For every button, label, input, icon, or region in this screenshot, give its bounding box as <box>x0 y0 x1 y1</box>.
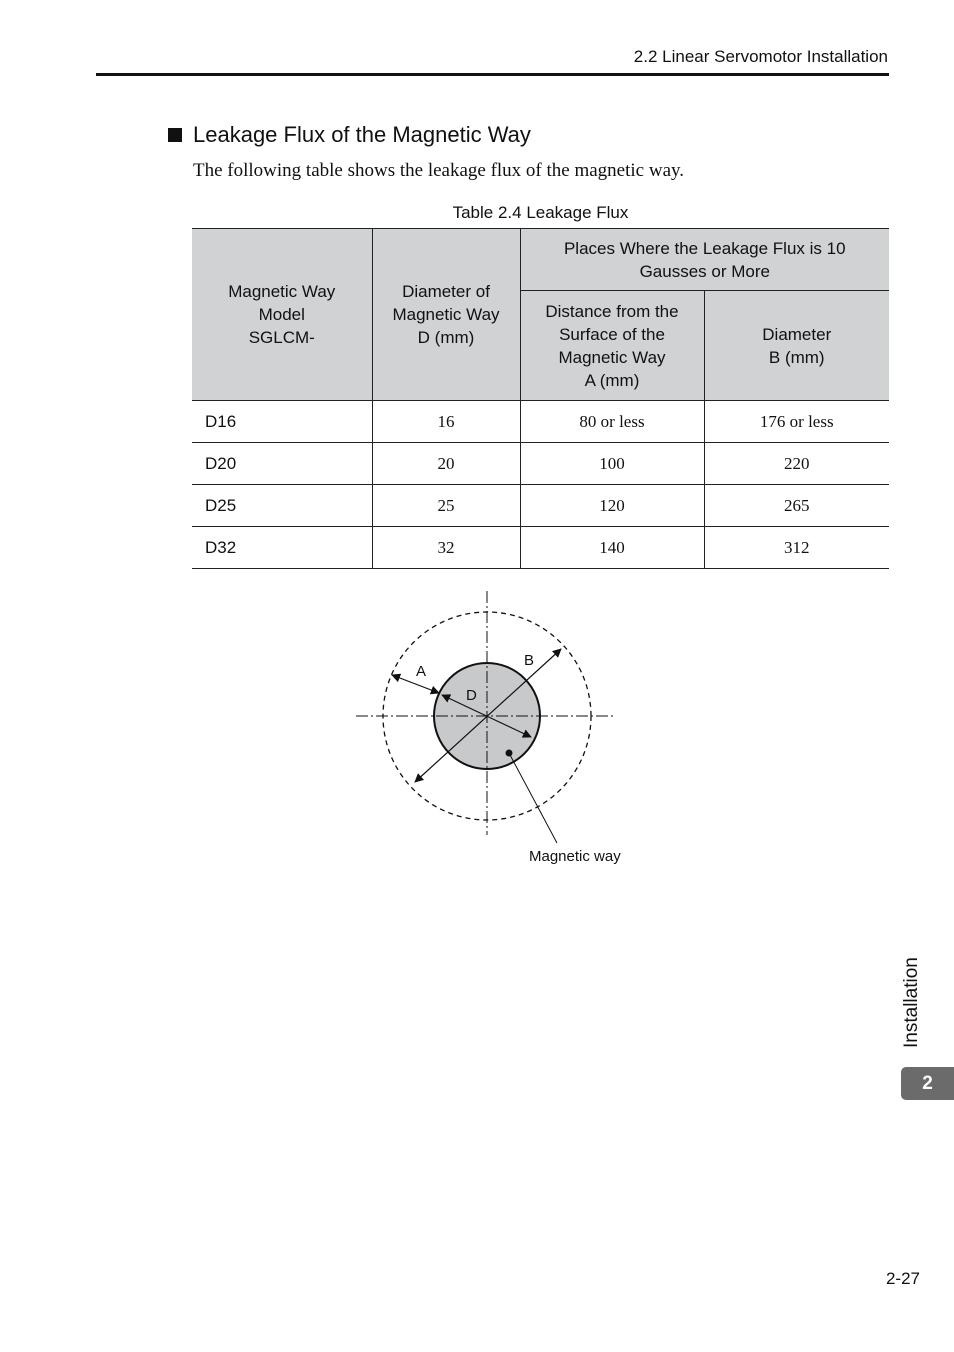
header-line: Places Where the Leakage Flux is 10 <box>563 238 846 258</box>
cell-distance-a: 120 <box>520 485 704 527</box>
header-rule <box>96 73 889 76</box>
header-diameter <box>372 229 520 401</box>
header-line: A (mm) <box>584 370 640 390</box>
leakage-flux-table <box>192 228 889 569</box>
page-number: 2-27 <box>885 1269 920 1288</box>
callout-magnetic-way: Magnetic way <box>529 848 621 865</box>
header-line: Magnetic Way <box>392 305 500 324</box>
header-line: B (mm) <box>768 347 825 367</box>
cell-diameter-d: 32 <box>372 527 520 569</box>
running-header: 2.2 Linear Servomotor Installation <box>633 47 888 66</box>
intro-paragraph: The following table shows the leakage flux of the magnetic way. <box>193 160 685 181</box>
header-distance <box>520 291 704 401</box>
cell-diameter-b: 220 <box>704 443 889 485</box>
chapter-number-tab: 2 <box>901 1067 954 1100</box>
label-b: B <box>524 652 535 669</box>
table-row <box>192 485 889 527</box>
cell-model: D16 <box>192 401 372 443</box>
section-title: Leakage Flux of the Magnetic Way <box>193 122 531 147</box>
cell-diameter-d: 20 <box>372 443 520 485</box>
cell-model: D32 <box>192 527 372 569</box>
cell-diameter-b: 312 <box>704 527 889 569</box>
table-row <box>192 443 889 485</box>
cell-diameter-d: 16 <box>372 401 520 443</box>
label-d: D <box>466 687 477 704</box>
header-line: D (mm) <box>417 328 475 347</box>
leakage-flux-diagram <box>340 585 640 875</box>
table-caption: Table 2.4 Leakage Flux <box>452 203 629 222</box>
header-line: SGLCM- <box>248 328 315 347</box>
cell-model: D20 <box>192 443 372 485</box>
chapter-title: Installation <box>901 957 922 1048</box>
cell-diameter-b: 176 or less <box>704 401 889 443</box>
cell-distance-a: 140 <box>520 527 704 569</box>
header-model <box>192 229 372 401</box>
header-line: Gausses or More <box>639 261 770 281</box>
cell-diameter-b: 265 <box>704 485 889 527</box>
header-line: Surface of the <box>559 324 665 344</box>
header-line: Model <box>258 305 305 324</box>
cell-distance-a: 100 <box>520 443 704 485</box>
section-heading <box>168 122 531 148</box>
label-a: A <box>416 663 427 680</box>
header-line: Magnetic Way <box>558 347 666 367</box>
cell-model: D25 <box>192 485 372 527</box>
header-line: Diameter <box>762 324 832 344</box>
header-diameter-b <box>704 291 889 401</box>
table-row <box>192 401 889 443</box>
header-places <box>520 229 889 291</box>
cell-distance-a: 80 or less <box>520 401 704 443</box>
square-bullet-icon <box>168 128 182 142</box>
header-line: Diameter of <box>402 282 490 301</box>
table-row <box>192 527 889 569</box>
header-line: Distance from the <box>545 301 679 321</box>
cell-diameter-d: 25 <box>372 485 520 527</box>
header-line: Magnetic Way <box>228 282 336 301</box>
callout-leader-line <box>509 753 557 843</box>
